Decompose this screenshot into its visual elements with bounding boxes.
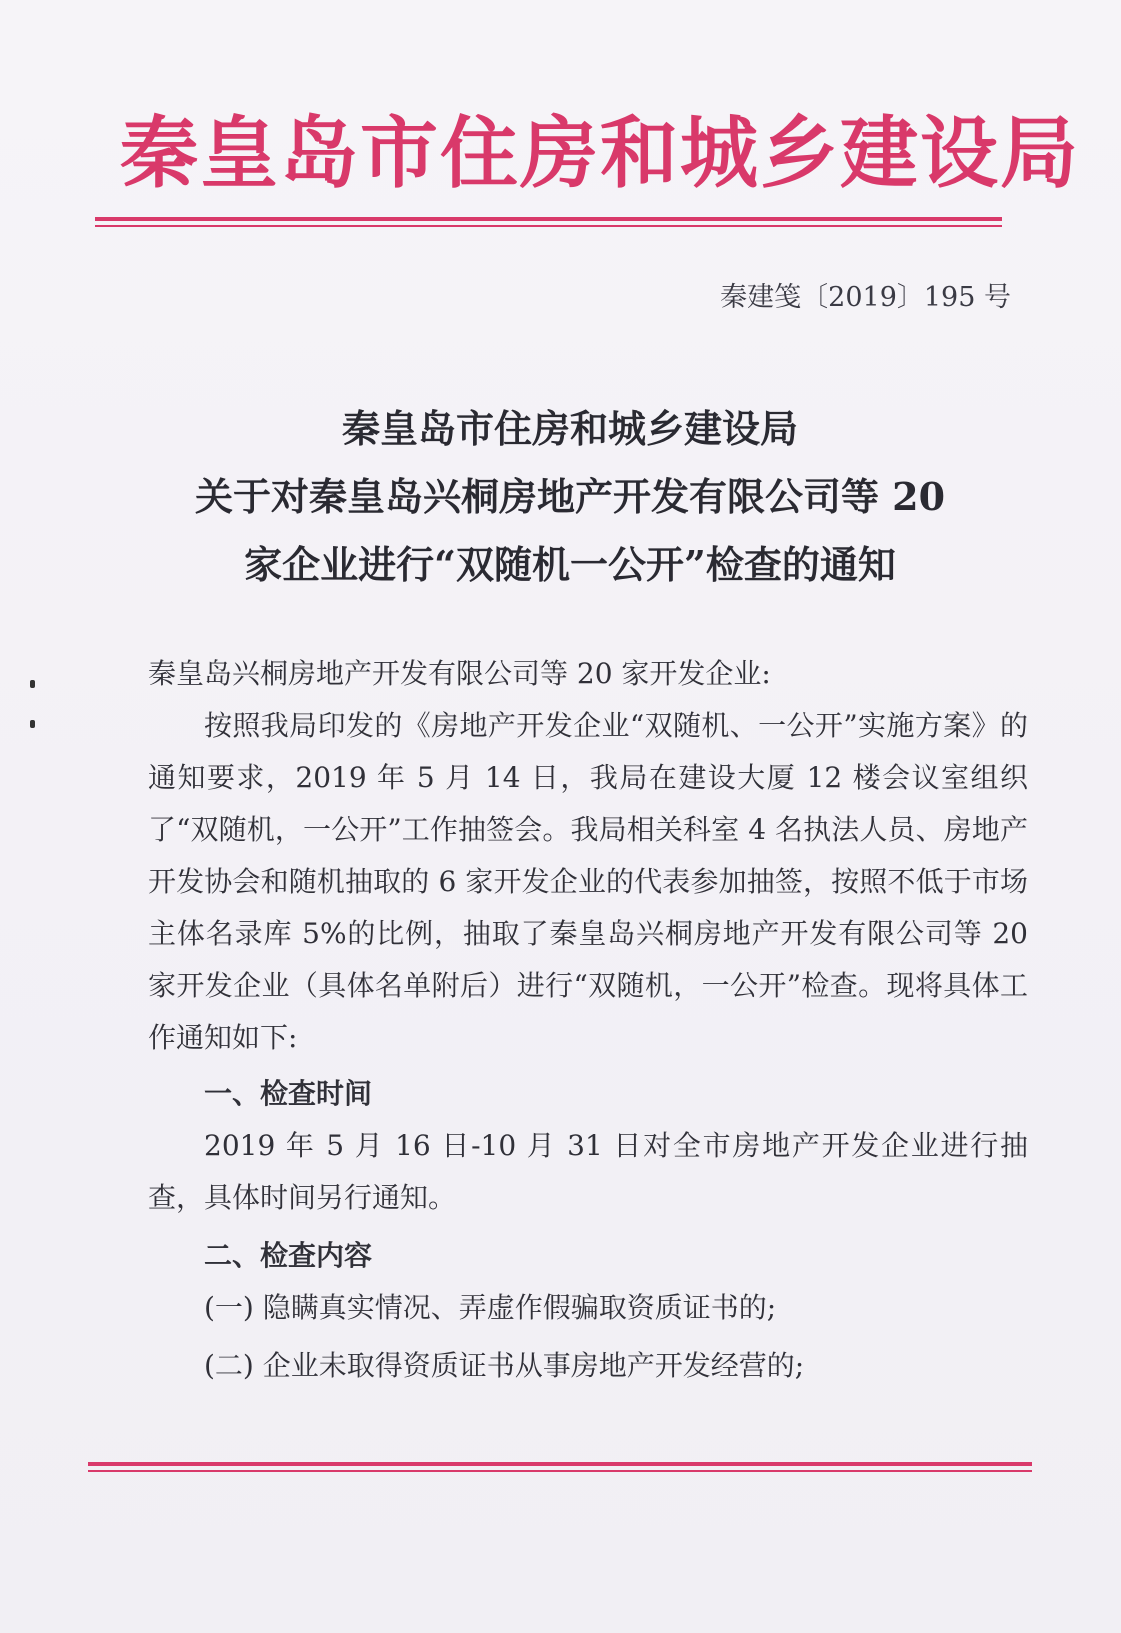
title-line-2: 关于对秦皇岛兴桐房地产开发有限公司等 20: [194, 474, 946, 519]
red-header-org-name: 秦皇岛市住房和城乡建设局: [120, 108, 1081, 199]
list-item-2: (二) 企业未取得资质证书从事房地产开发经营的;: [204, 1349, 805, 1382]
title-line-3: 家企业进行“双随机一公开”检查的通知: [244, 542, 896, 587]
section-2-heading: 二、检查内容: [204, 1239, 373, 1272]
section-1-text: 2019 年 5 月 16 日-10 月 31 日对全市房地产开发企业进行抽查，具体时间另行通知。: [148, 1129, 1028, 1214]
footer-rule-thin: [88, 1470, 1032, 1472]
salutation: 秦皇岛兴桐房地产开发有限公司等 20 家开发企业:: [148, 657, 771, 690]
document-title: [100, 395, 1040, 599]
section-1-heading: 一、检查时间: [204, 1077, 373, 1110]
binding-mark: [30, 680, 35, 688]
document-number: 秦建笺〔2019〕195 号: [720, 282, 1011, 313]
list-item-1: (一) 隐瞒真实情况、弄虚作假骗取资质证书的;: [204, 1291, 777, 1324]
header-rule-thick: [95, 217, 1002, 221]
binding-mark: [30, 720, 35, 728]
paragraph-intro: 按照我局印发的《房地产开发企业“双随机、一公开”实施方案》的通知要求，2019 年 5 月 14 日，我局在建设大厦 12 楼会议室组织了“双随机，一公开”工作抽签会。我局相关科室 4 名执法人员、房地产开发协会和随机抽取的 6 家开发企业的代表参加抽签，按照不低于市场主体名录库 5%的比例，抽取了秦皇岛兴桐房地产开发有限公司等 20 家开发企业（具体名单附后）进行“双随机，一公开”检查。现将具体工作通知如下:: [148, 709, 1028, 1054]
footer-rule-thick: [88, 1462, 1032, 1466]
header-rule-thin: [95, 225, 1002, 227]
document-body: [148, 648, 1028, 1392]
title-line-1: 秦皇岛市住房和城乡建设局: [341, 406, 798, 451]
